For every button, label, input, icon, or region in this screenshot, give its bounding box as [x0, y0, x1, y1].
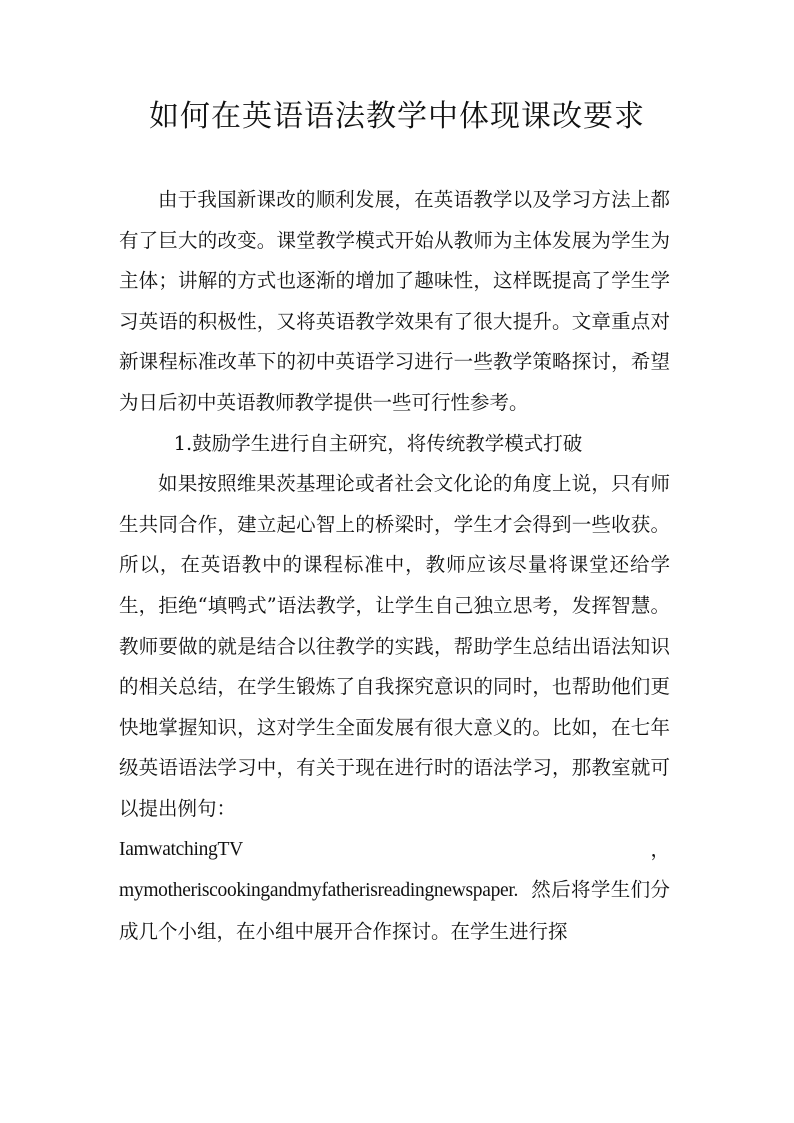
example-punctuation: ， — [650, 837, 670, 861]
paragraph-intro: 由于我国新课改的顺利发展，在英语教学以及学习方法上都有了巨大的改变。课堂教学模式开始从教师为主体发展为学生为主体；讲解的方式也逐渐的增加了趣味性，这样既提高了学生学习英语的积极性，又将英语教学效果有了很大提升。文章重点对新课程标准改革下的初中英语学习进行一些教学策略探讨，希望为日后初中英语教师教学提供一些可行性参考。 — [119, 188, 670, 414]
section-heading: 1.鼓励学生进行自主研究，将传统教学模式打破 — [173, 431, 583, 455]
example-line-1 — [119, 830, 670, 871]
paragraph-continuation: 然后将学生们分成几个小组，在小组中展开合作探讨。在学生进行探 — [119, 878, 670, 943]
paragraph-main: 如果按照维果茨基理论或者社会文化论的角度上说，只有师生共同合作，建立起心智上的桥梁时，学生才会得到一些收获。所以，在英语教中的课程标准中，教师应该尽量将课堂还给学生，拒绝“填鸭式”语法教学，让学生自己独立思考，发挥智慧。教师要做的就是结合以往教学的实践，帮助学生总结出语法知识的相关总结，在学生锻炼了自我探究意识的同时，也帮助他们更快地掌握知识，这对学生全面发展有很大意义的。比如，在七年级英语语法学习中，有关于现在进行时的语法学习，那教室就可以提出例句： — [119, 472, 670, 820]
example-sentence-2: mymotheriscookingandmyfatherisreadingnewspaper. — [119, 880, 519, 902]
example-line-2 — [119, 870, 670, 952]
example-sentence-1: IamwatchingTV — [119, 838, 243, 860]
document-title: 如何在英语语法教学中体现课改要求 — [149, 99, 645, 134]
document-body — [119, 180, 670, 952]
